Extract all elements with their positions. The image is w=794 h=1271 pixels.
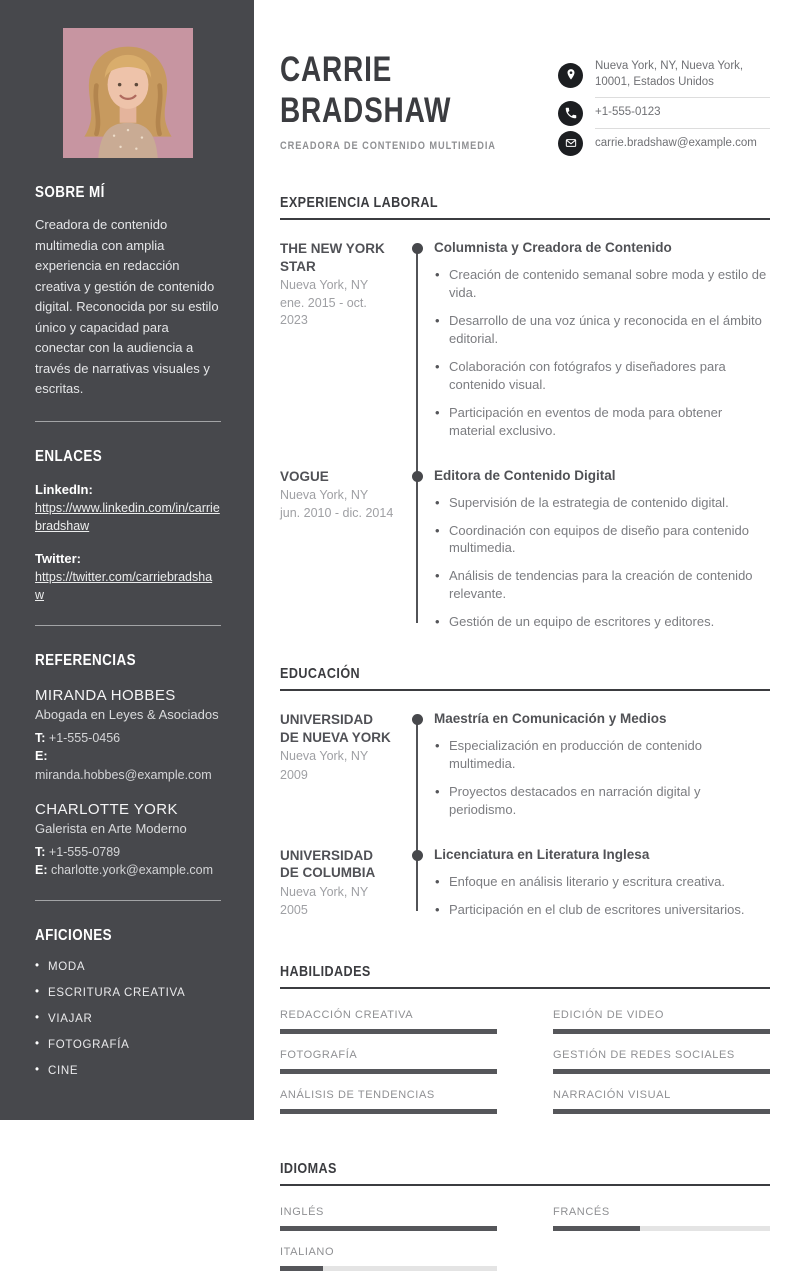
education-section <box>280 665 770 919</box>
phone-icon <box>558 101 583 126</box>
entry-dates: jun. 2010 - dic. 2014 <box>280 506 394 521</box>
entry-detail <box>404 711 770 819</box>
job-subtitle: CREADORA DE CONTENIDO MULTIMEDIA <box>280 140 496 153</box>
skill-bar-track <box>553 1226 770 1231</box>
link-item <box>35 551 221 604</box>
timeline-entry <box>280 847 770 919</box>
entry-bullet: • Supervisión de la estrategia de contenido digital. <box>434 494 770 512</box>
reference-name: MIRANDA HOBBES <box>35 687 176 705</box>
organization-location: Nueva York, NY <box>280 278 369 293</box>
references-list <box>35 687 221 879</box>
phone-label: T: <box>35 731 49 746</box>
section-rule <box>280 218 770 220</box>
languages-list <box>280 1206 770 1271</box>
entry-bullet: • Participación en el club de escritores universitarios. <box>434 901 770 919</box>
skill-bar-fill <box>553 1029 770 1034</box>
education-entries <box>280 711 770 919</box>
hobby-item: • ESCRITURA CREATIVA <box>35 987 221 999</box>
section-rule <box>280 987 770 989</box>
skill-item <box>553 1206 770 1231</box>
contact-location-text: Nueva York, NY, Nueva York, 10001, Estados Unidos <box>595 52 770 98</box>
languages-heading: IDIOMAS <box>280 1159 337 1177</box>
entry-dates: ene. 2015 - oct. 2023 <box>280 296 367 327</box>
contact-email-text: carrie.bradshaw@example.com <box>595 136 757 149</box>
entry-bullet: • Participación en eventos de moda para obtener material exclusivo. <box>434 404 770 440</box>
sidebar-divider <box>35 900 221 901</box>
skill-label: NARRACIÓN VISUAL <box>553 1088 671 1101</box>
links-section <box>35 448 221 605</box>
entry-bullet: • Análisis de tendencias para la creación de contenido relevante. <box>434 567 770 603</box>
hobby-item: • VIAJAR <box>35 1013 221 1025</box>
education-heading: EDUCACIÓN <box>280 665 361 683</box>
reference-item <box>35 687 221 783</box>
skill-bar-track <box>553 1069 770 1074</box>
links-list <box>35 482 221 605</box>
person-first-name: CARRIE <box>280 50 393 89</box>
organization-name: UNIVERSIDAD DE NUEVA YORK <box>280 712 391 745</box>
entry-meta <box>280 468 404 632</box>
entry-bullets <box>434 737 770 819</box>
entry-dates: 2005 <box>280 903 308 918</box>
hobbies-list <box>35 961 221 1077</box>
skill-item <box>280 1009 497 1034</box>
reference-phone <box>35 843 221 861</box>
organization-location: Nueva York, NY <box>280 488 369 503</box>
contact-row-location <box>558 52 770 98</box>
timeline-entry <box>280 711 770 819</box>
timeline-entry <box>280 240 770 440</box>
skills-heading: HABILIDADES <box>280 962 371 980</box>
skill-item <box>280 1206 497 1231</box>
entry-bullet: • Especialización en producción de contenido multimedia. <box>434 737 770 773</box>
phone-value: +1-555-0456 <box>48 731 121 746</box>
timeline-entry <box>280 468 770 632</box>
entry-bullets <box>434 494 770 632</box>
skill-item <box>553 1009 770 1034</box>
skill-bar-fill <box>553 1109 770 1114</box>
phone-value: +1-555-0789 <box>48 844 121 859</box>
skill-bar-track <box>553 1029 770 1034</box>
reference-email <box>35 747 221 783</box>
email-value: charlotte.york@example.com <box>50 862 214 877</box>
hobby-item: • FOTOGRAFÍA <box>35 1039 221 1051</box>
experience-entries <box>280 240 770 631</box>
contact-row-email <box>558 129 770 159</box>
reference-role: Galerista en Arte Moderno <box>35 820 187 836</box>
person-last-name: BRADSHAW <box>280 90 452 130</box>
reference-name: CHARLOTTE YORK <box>35 800 178 818</box>
reference-role: Abogada en Leyes & Asociados <box>35 707 219 723</box>
profile-photo <box>62 28 194 158</box>
entry-bullet: • Enfoque en análisis literario y escritura creativa. <box>434 873 770 891</box>
experience-section <box>280 194 770 631</box>
link-item <box>35 482 221 535</box>
reference-email <box>35 861 221 879</box>
experience-heading: EXPERIENCIA LABORAL <box>280 194 439 212</box>
skill-label: EDICIÓN DE VIDEO <box>553 1008 665 1021</box>
main-content <box>254 0 794 1258</box>
skill-item <box>280 1246 497 1271</box>
entry-meta <box>280 711 404 819</box>
entry-bullet: • Desarrollo de una voz única y reconocida en el ámbito editorial. <box>434 312 770 348</box>
entry-bullet: • Gestión de un equipo de escritores y editores. <box>434 613 770 631</box>
contact-phone-text: +1-555-0123 <box>595 98 770 129</box>
skill-bar-fill <box>280 1266 323 1271</box>
hobbies-section <box>35 927 221 1077</box>
links-heading: ENLACES <box>35 447 103 465</box>
skill-label: REDACCIÓN CREATIVA <box>280 1008 414 1021</box>
link-url[interactable]: https://twitter.com/carriebradshaw <box>35 570 213 603</box>
link-url[interactable]: https://www.linkedin.com/in/carriebradshaw <box>35 500 220 533</box>
organization-name: THE NEW YORK STAR <box>280 241 385 274</box>
references-section <box>35 652 221 879</box>
entry-detail <box>404 240 770 440</box>
skills-list <box>280 1009 770 1114</box>
entry-title: Maestría en Comunicación y Medios <box>434 711 667 727</box>
skill-label: FRANCÉS <box>553 1205 610 1218</box>
organization-location: Nueva York, NY <box>280 885 369 900</box>
entry-bullet: • Colaboración con fotógrafos y diseñadores para contenido visual. <box>434 358 770 394</box>
entry-title: Columnista y Creadora de Contenido <box>434 240 672 256</box>
entry-title: Editora de Contenido Digital <box>434 467 616 483</box>
entry-bullet: • Creación de contenido semanal sobre moda y estilo de vida. <box>434 266 770 302</box>
skill-label: INGLÉS <box>280 1205 324 1218</box>
skills-section <box>280 963 770 1114</box>
skill-item <box>280 1049 497 1074</box>
references-heading: REFERENCIAS <box>35 652 136 670</box>
skill-bar-track <box>280 1226 497 1231</box>
skill-label: ANÁLISIS DE TENDENCIAS <box>280 1088 435 1101</box>
skill-bar-fill <box>280 1109 497 1114</box>
skill-bar-fill <box>280 1029 497 1034</box>
skill-item <box>553 1089 770 1114</box>
email-label: E: <box>35 749 48 764</box>
sidebar-divider <box>35 421 221 422</box>
section-rule <box>280 1184 770 1186</box>
email-value: miranda.hobbes@example.com <box>35 767 212 782</box>
location-icon <box>558 63 583 88</box>
skill-label: GESTIÓN DE REDES SOCIALES <box>553 1048 735 1061</box>
about-text: Creadora de contenido multimedia con amplia experiencia en redacción creativa y gestión de contenido digital. Reconocida por su estilo único y capacidad para conectar con la audiencia a través de narrativas visuales y escritas. <box>35 217 219 397</box>
skill-item <box>553 1049 770 1074</box>
reference-item <box>35 801 221 879</box>
header <box>280 50 770 158</box>
person-name <box>280 50 537 131</box>
hobby-item: • MODA <box>35 961 221 973</box>
skill-bar-track <box>280 1109 497 1114</box>
entry-meta <box>280 847 404 919</box>
about-heading: SOBRE MÍ <box>35 184 105 201</box>
hobby-item: • CINE <box>35 1065 221 1077</box>
contact-block <box>558 52 770 158</box>
skill-bar-track <box>280 1029 497 1034</box>
hobbies-heading: AFICIONES <box>35 926 112 944</box>
reference-phone <box>35 729 221 747</box>
entry-meta <box>280 240 404 440</box>
sidebar-divider <box>35 625 221 626</box>
contact-row-phone <box>558 98 770 129</box>
entry-detail <box>404 468 770 632</box>
organization-name: UNIVERSIDAD DE COLUMBIA <box>280 847 376 881</box>
email-icon <box>558 131 583 156</box>
about-section <box>35 184 221 400</box>
skill-bar-track <box>553 1109 770 1114</box>
organization-location: Nueva York, NY <box>280 749 369 764</box>
skill-item <box>280 1089 497 1114</box>
skill-label: ITALIANO <box>280 1245 335 1258</box>
skill-bar-track <box>280 1266 497 1271</box>
link-label: Twitter: <box>35 551 81 567</box>
organization-name: VOGUE <box>280 468 329 484</box>
languages-section <box>280 1160 770 1271</box>
link-label: LinkedIn: <box>35 481 93 497</box>
phone-label: T: <box>35 844 49 859</box>
entry-bullets <box>434 266 770 440</box>
skill-bar-fill <box>280 1069 497 1074</box>
skill-bar-fill <box>280 1226 497 1231</box>
email-label: E: <box>35 862 51 877</box>
entry-detail <box>404 847 770 919</box>
entry-dates: 2009 <box>280 767 308 782</box>
entry-bullet: • Proyectos destacados en narración digital y periodismo. <box>434 783 770 819</box>
skill-label: FOTOGRAFÍA <box>280 1048 358 1061</box>
portrait-illustration <box>62 28 194 158</box>
sidebar <box>0 0 254 1120</box>
section-rule <box>280 689 770 691</box>
name-block <box>280 50 537 152</box>
entry-bullet: • Coordinación con equipos de diseño para contenido multimedia. <box>434 522 770 558</box>
skill-bar-track <box>280 1069 497 1074</box>
entry-title: Licenciatura en Literatura Inglesa <box>434 846 650 862</box>
skill-bar-fill <box>553 1069 770 1074</box>
skill-bar-fill <box>553 1226 640 1231</box>
entry-bullets <box>434 873 770 919</box>
